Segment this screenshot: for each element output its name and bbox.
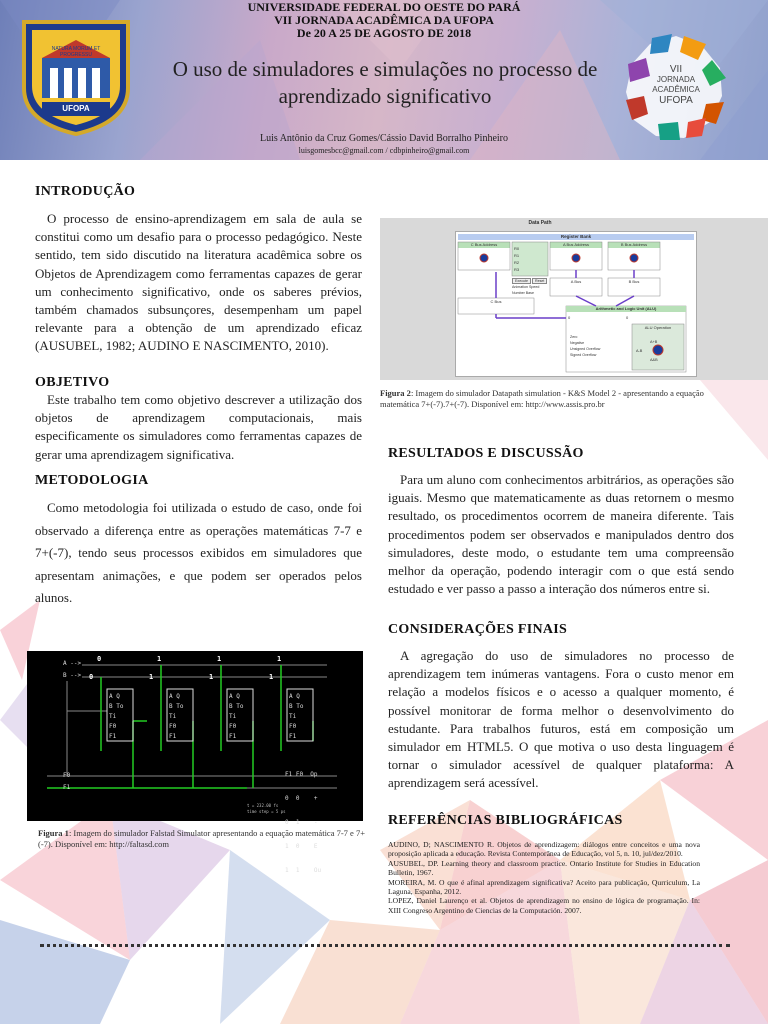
jornada-logo bbox=[622, 34, 730, 142]
svg-text:1: 1 bbox=[217, 655, 222, 663]
reference-item: AUDINO, D; NASCIMENTO R. Objetos de aprendizagem: diálogos entre conceitos e uma nova proposição aplicada a educação. Revista Contemporânea de Educação, vol 5, n. 10, jul/dez/2010. bbox=[388, 840, 700, 859]
reference-item: MOREIRA, M. O que é afinal aprendizagem significativa? Aceito para publicação, Qurriculum, La Laguna, Espanha, 2012. bbox=[388, 877, 700, 897]
poster-title: O uso de simuladores e simulações no processo de aprendizado significativo bbox=[172, 57, 598, 108]
svg-text:F1: F1 bbox=[109, 733, 117, 740]
svg-text:1: 1 bbox=[157, 655, 162, 663]
fig2-c-bus-address: C Bus Address bbox=[470, 242, 498, 247]
fig2-flag: Negative bbox=[570, 341, 585, 345]
objetivo-title: OBJETIVO bbox=[35, 375, 110, 390]
figure-2-datapath-simulator bbox=[380, 218, 768, 380]
fig2-panel bbox=[455, 231, 697, 377]
fig1-table-row: 0 1 - bbox=[285, 819, 318, 826]
fig2-setting: Number Base bbox=[512, 291, 534, 295]
logo-right-line1: VII bbox=[669, 64, 683, 75]
svg-text:1: 1 bbox=[269, 673, 274, 681]
svg-text:B To: B To bbox=[169, 703, 184, 710]
figure-1-label: Figura 1 bbox=[38, 828, 69, 838]
svg-text:F0: F0 bbox=[109, 723, 117, 730]
fig2-execute-button[interactable]: Execute bbox=[512, 278, 531, 284]
event-name: VII JORNADA ACADÊMICA DA UFOPA bbox=[274, 13, 494, 27]
fig2-register: R1 bbox=[514, 253, 520, 258]
svg-text:F0: F0 bbox=[169, 723, 177, 730]
fig2-op: A-B bbox=[636, 349, 643, 353]
fig2-flag: Unsigned Overflow bbox=[570, 347, 601, 351]
fig1-f1-label: F1 bbox=[63, 784, 71, 791]
fig1-input-a: A --> bbox=[63, 660, 82, 667]
svg-text:Ti: Ti bbox=[229, 713, 237, 720]
fig2-screen-title: Data Path bbox=[528, 220, 552, 226]
fig1-table-row: 0 0 + bbox=[285, 795, 318, 802]
fig2-register: R0 bbox=[514, 246, 520, 251]
fig2-b-bus: B Bus bbox=[628, 279, 640, 284]
reference-item: LOPEZ, Daniel Laurenço et al. Objetos de aprendizagem no ensino de lógica de programação. In: XIII Congreso Argentino de Ciencias de la Computación. 2007. bbox=[388, 896, 700, 915]
svg-text:F0: F0 bbox=[289, 723, 297, 730]
reference-item: AUSUBEL, DP. Learning theory and classroom practice. Ontario Institute for Studies in Education Bulletin, 1967. bbox=[388, 858, 700, 878]
fig2-registers bbox=[514, 245, 519, 273]
fig1-table-row: 1 0 E bbox=[285, 843, 318, 850]
svg-text:0: 0 bbox=[97, 655, 102, 663]
logo-left-text: UFOPA bbox=[62, 104, 90, 113]
fig1-input-b: B --> bbox=[63, 672, 82, 679]
svg-text:A Q: A Q bbox=[169, 693, 180, 700]
figure-2-caption bbox=[380, 388, 715, 409]
referencias-title: REFERÊNCIAS BIBLIOGRÁFICAS bbox=[388, 813, 623, 828]
figure-1-caption bbox=[38, 828, 368, 849]
figure-2-caption-text: : Imagem do simulador Datapath simulation - K&S Model 2 - apresentando a equação matemática 7+(-7).7+(-7). Disponível em: http://www.assis.pro.br bbox=[380, 388, 704, 409]
svg-text:0: 0 bbox=[89, 673, 94, 681]
intro-text: O processo de ensino-aprendizagem em sala de aula se constitui como um desafio para o processo pedagógico. Neste sentido, tem sido discutido na literatura acadêmica sobre os Objetos de Aprendizagem como ferramentas capazes de gerar um conhecimento significativo, onde os saberes prévios, também chamados subsunçores, desempenham um papel relevante para a obtenção de um aprendizado eficaz (AUSUBEL, 1982; AUDINO E NASCIMENTO, 2010). bbox=[35, 211, 362, 354]
metodologia-text: Como metodologia foi utilizada o estudo de caso, onde foi observado a diferença entre as operações matemáticas 7-7 e 7+(-7), tendo seus processos exibidos em simuladores que apresentam animações, e que podem ser operados pelos alunos. bbox=[35, 500, 362, 605]
dotted-divider bbox=[40, 944, 730, 947]
svg-text:F0: F0 bbox=[229, 723, 237, 730]
poster-authors: Luis Antônio da Cruz Gomes/Cássio David Borralho Pinheiro bbox=[259, 133, 509, 144]
fig2-alu-operation: ALU Operation bbox=[644, 325, 672, 330]
fig2-flags bbox=[570, 334, 600, 358]
fig2-b-bus-address: B Bus Address bbox=[620, 242, 648, 247]
fig2-flag: Zero bbox=[570, 335, 578, 339]
fig2-op: A&B bbox=[650, 358, 658, 362]
svg-text:B To: B To bbox=[289, 703, 304, 710]
fig2-register: R2 bbox=[514, 260, 520, 265]
references-list bbox=[388, 840, 700, 915]
fig2-controls bbox=[512, 278, 547, 296]
fig2-flag: Signed Overflow bbox=[570, 353, 597, 357]
svg-text:B To: B To bbox=[229, 703, 244, 710]
fig2-setting: Animation Speed bbox=[512, 285, 540, 289]
intro-title: INTRODUÇÃO bbox=[35, 184, 136, 199]
svg-text:Ti: Ti bbox=[289, 713, 297, 720]
consideracoes-title: CONSIDERAÇÕES FINAIS bbox=[388, 622, 568, 637]
fig2-alu: Arithmetic and Logic Unit (ALU) bbox=[595, 306, 657, 311]
fig2-op: A+B bbox=[650, 340, 658, 344]
svg-text:1: 1 bbox=[209, 673, 214, 681]
fig1-sim-step: time step = 5 ps bbox=[247, 809, 286, 814]
fig2-c-bus: C Bus bbox=[490, 299, 502, 304]
svg-text:B To: B To bbox=[109, 703, 124, 710]
svg-text:F1: F1 bbox=[229, 733, 237, 740]
fig2-ops bbox=[636, 338, 658, 365]
figure-2-label: Figura 2 bbox=[380, 388, 411, 398]
fig2-alu-value-a: 0 bbox=[568, 315, 571, 320]
svg-text:Ti: Ti bbox=[109, 713, 117, 720]
fig2-reset-button[interactable]: Reset bbox=[532, 278, 547, 284]
fig2-a-bus-address: A Bus Address bbox=[562, 242, 589, 247]
svg-text:A Q: A Q bbox=[109, 693, 120, 700]
logo-right-line4: UFOPA bbox=[659, 95, 693, 106]
metodologia-title: METODOLOGIA bbox=[35, 473, 149, 488]
svg-text:F1: F1 bbox=[169, 733, 177, 740]
resultados-title: RESULTADOS E DISCUSSÃO bbox=[388, 446, 584, 461]
university-name: UNIVERSIDADE FEDERAL DO OESTE DO PARÁ bbox=[247, 0, 521, 14]
poster-header bbox=[0, 0, 768, 160]
fig2-a-bus: A Bus bbox=[570, 279, 582, 284]
fig1-table-row: 1 1 Ou bbox=[285, 867, 322, 874]
fig1-f0-label: F0 bbox=[63, 772, 71, 779]
figure-1-caption-text: : Imagem do simulador Falstad Simulator apresentando a equação matemática 7-7 e 7+(-7). Disponível em: http://faltasd.com bbox=[38, 828, 365, 849]
svg-text:F1: F1 bbox=[289, 733, 297, 740]
svg-text:1: 1 bbox=[277, 655, 282, 663]
svg-text:A Q: A Q bbox=[289, 693, 300, 700]
svg-text:1: 1 bbox=[149, 673, 154, 681]
logo-right-line2: JORNADA bbox=[656, 75, 696, 84]
fig2-register-bank: Register Bank bbox=[560, 234, 592, 239]
event-dates: De 20 A 25 DE AGOSTO DE 2018 bbox=[296, 26, 472, 40]
fig1-table-header: F1 F0 Op bbox=[285, 771, 318, 778]
fig1-sim-time: t = 232.00 fs bbox=[247, 803, 279, 808]
svg-text:Ti: Ti bbox=[169, 713, 177, 720]
objetivo-text: Este trabalho tem como objetivo descrever a utilização dos objetos de aprendizagem computacionais, mais especificamente os simuladores como ferramentas capazes de gerar uma aprendizagem significativa. bbox=[35, 392, 362, 462]
fig1-table bbox=[285, 755, 321, 891]
logo-right-line3: ACADÊMICA bbox=[652, 85, 700, 94]
resultados-text: Para um aluno com conhecimentos arbitrários, as operações são iguais. Mesmo que matematicamente as duas retornem o mesmo resultado, os procedimentos ocorrem de maneira diferente. Tais procedimentos podem ser observados e manipulados dentro dos simuladores, deste modo, o estudante tem uma compreensão melhor da operação, podendo interagir com o que está sendo estudado e ver passo a passo a interação dos números entre si. bbox=[388, 472, 734, 597]
logo-left-motto: NATURA MORUM ET PROGRESSU bbox=[51, 46, 101, 58]
poster-emails: luisgomesbcc@gmail.com / cdbpinheiro@gmail.com bbox=[298, 146, 470, 155]
ufopa-logo bbox=[20, 18, 132, 136]
consideracoes-text: A agregação do uso de simuladores no processo de aprendizagem tem inúmeras vantagens. Fora o custo menor em relação a modelos físicos e o acesso a qualquer momento, é possível monitorar de forma melhor o desenvolvimento do estudante. Para trabalhos futuros, está em composição um simulador em HTML5. O que motiva o uso desta linguagem é tornar o simulador acessível de qualquer plataforma: A aprendizagem será acessível. bbox=[388, 648, 734, 791]
svg-text:A Q: A Q bbox=[229, 693, 240, 700]
fig2-alu-value-b: 0 bbox=[626, 315, 629, 320]
fig2-register: R3 bbox=[514, 267, 520, 272]
